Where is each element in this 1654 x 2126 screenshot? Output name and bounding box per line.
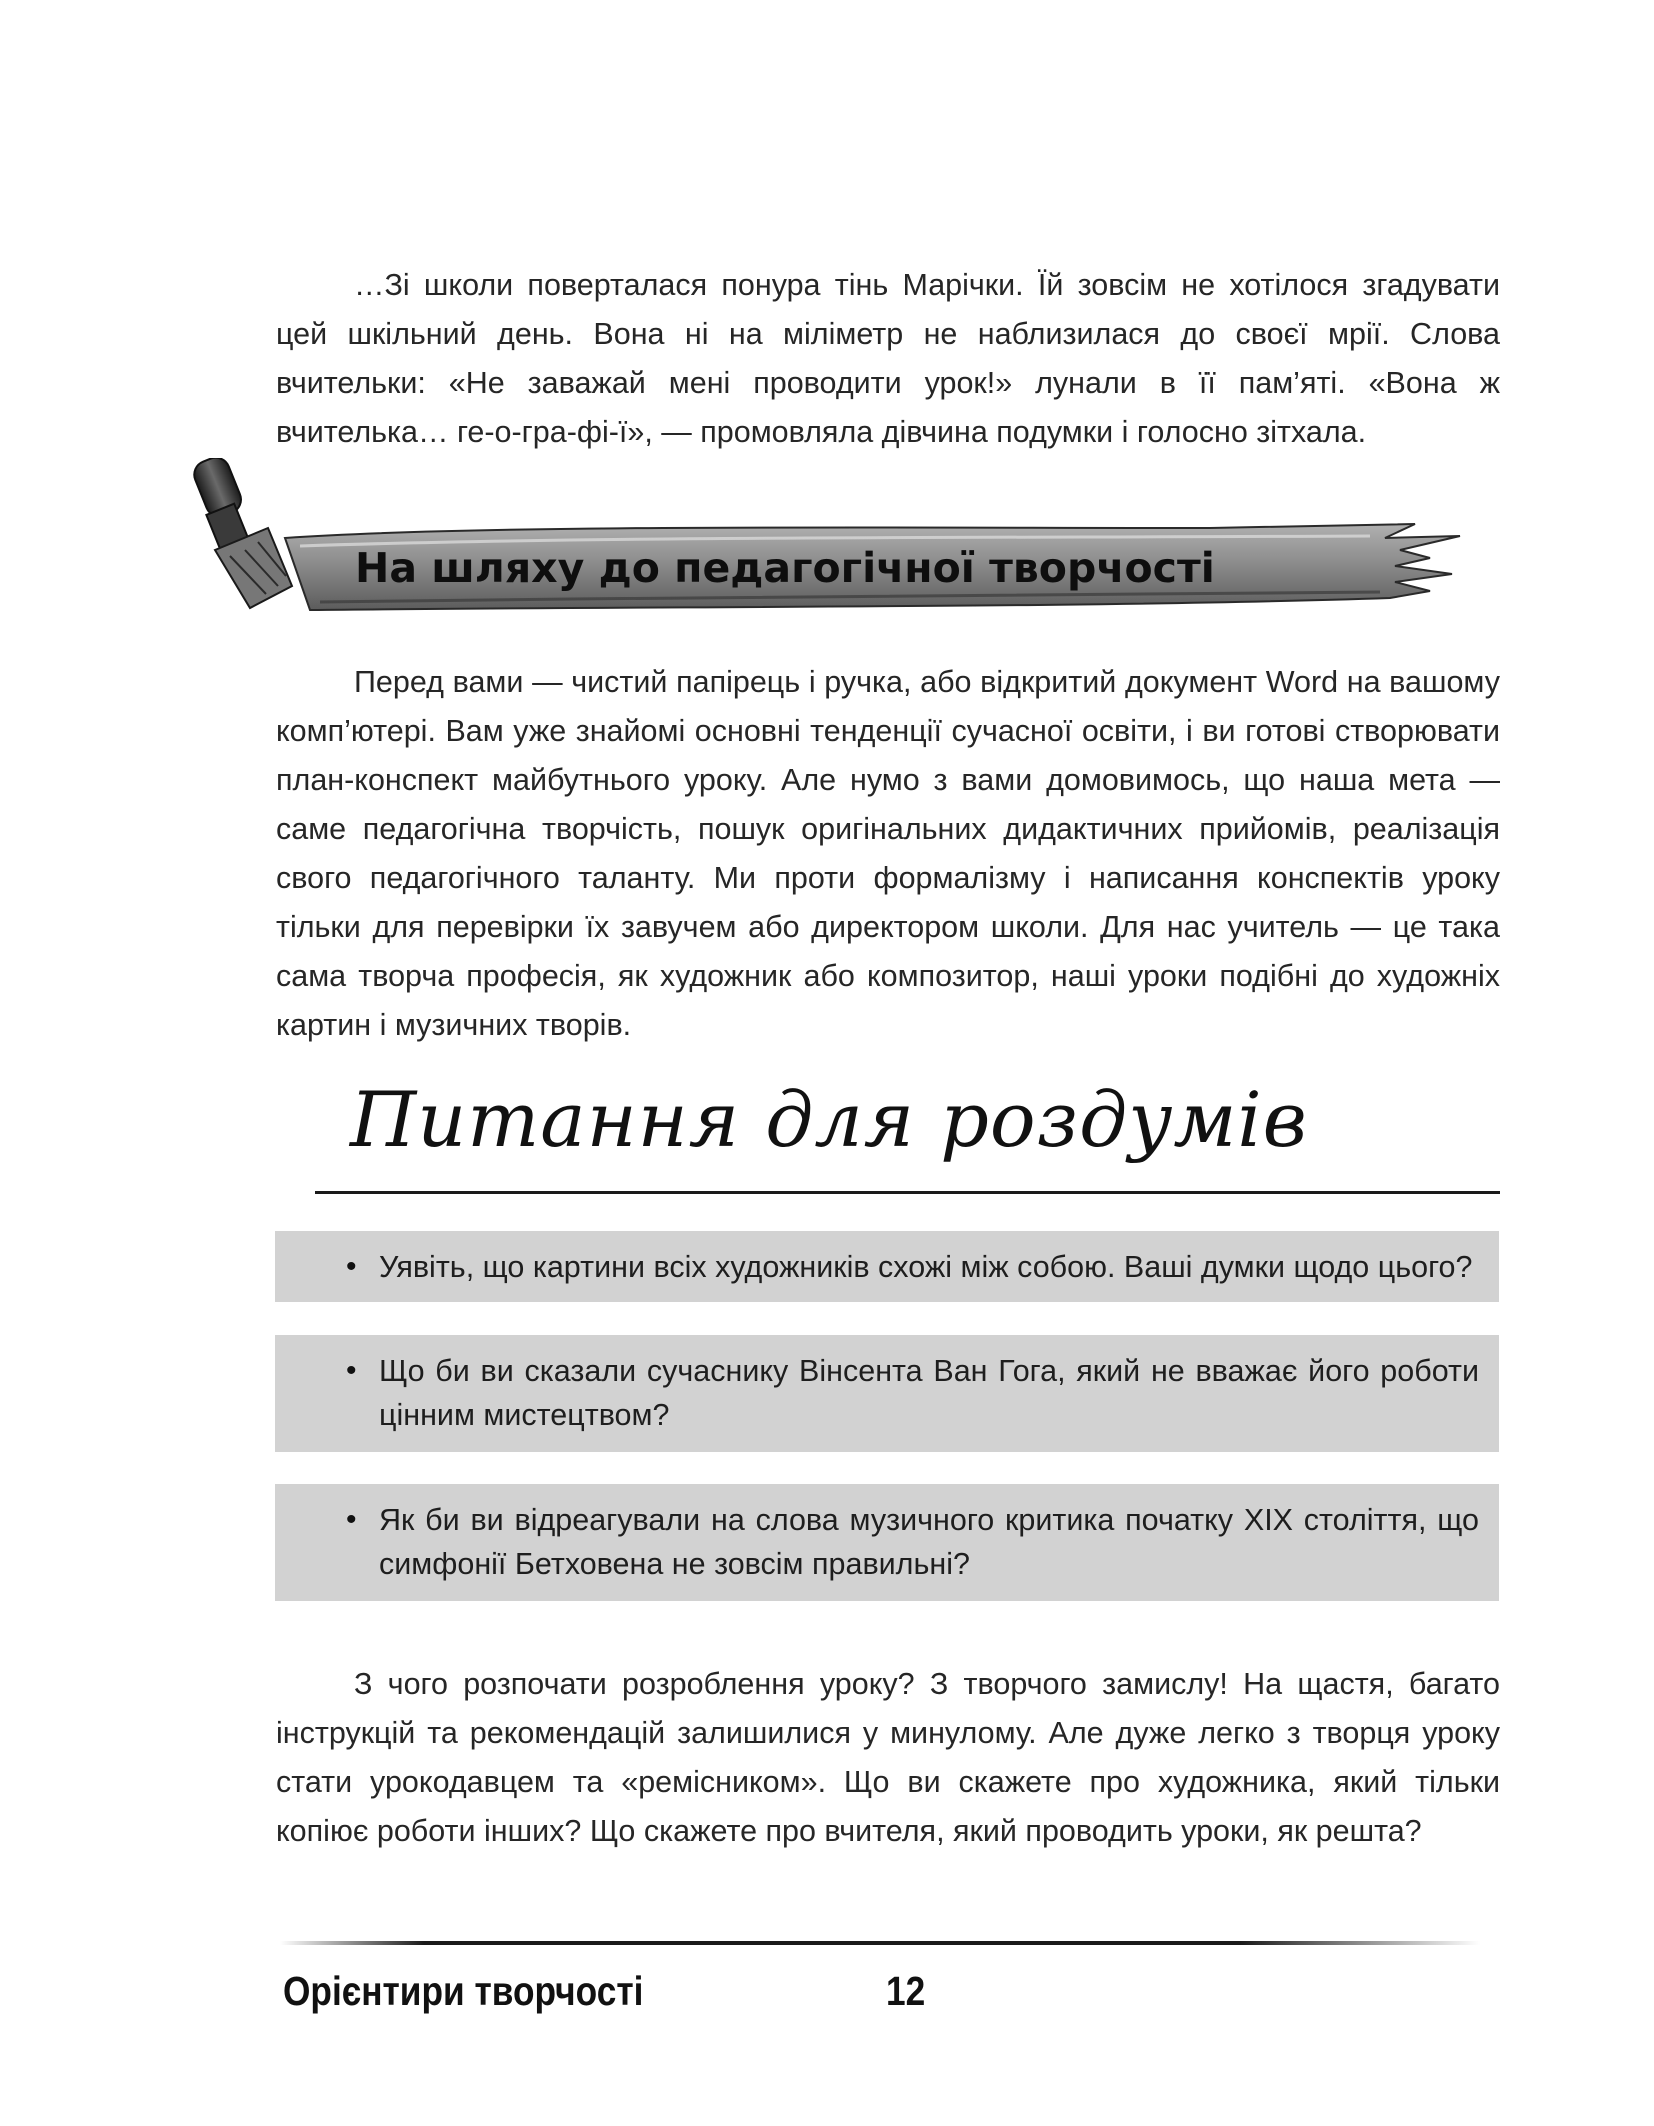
bullet-icon: • <box>346 1354 357 1387</box>
reflection-heading: Питання для роздумів <box>350 1075 1308 1164</box>
bullet-icon: • <box>346 1250 357 1283</box>
intro-paragraph: …Зі школи поверталася понура тінь Марічки. Їй зовсім не хотілося згадувати цей шкільний день. Вона ні на міліметр не наблизилася до своєї мрії. Слова вчительки: «Не заважай мені проводити урок!» лунали в її пам’яті. «Вона ж вчителька… ге-о-гра-фі-ї», — промовляла дівчина подумки і голосно зітхала. <box>276 268 1500 449</box>
heading-underline <box>315 1191 1500 1194</box>
page-number: 12 <box>886 1968 926 2014</box>
question-box <box>275 1335 1499 1452</box>
question-box <box>275 1231 1499 1302</box>
body-paragraph: Перед вами — чистий папірець і ручка, або відкритий документ Word на вашому комп’ютері. Вам уже знайомі основні тенденції сучасної освіти, і ви готові створювати план-конспект майбутнього уроку. Але нумо з вами домовимось, що наша мета — саме педагогічна творчість, пошук оригінальних дидактичних прийомів, реалізація свого педагогічного таланту. Ми проти формалізму і написання конспектів уроку тільки для перевірки їх завучем або директором школи. Для нас учитель — це така сама творча професія, як художник або композитор, наші уроки подібні до художніх картин і музичних творів. <box>276 665 1500 1042</box>
question-text: Що би ви сказали сучаснику Вінсента Ван Гога, який не вважає його роботи цінним мистецтвом? <box>379 1354 1479 1432</box>
footer-title: Орієнтири творчості <box>283 1968 644 2014</box>
closing-paragraph: З чого розпочати розроблення уроку? З творчого замислу! На щастя, багато інструкцій та рекомендацій залишилися у минулому. Але дуже легко з творця уроку стати урокодавцем та «ремісником». Що ви скажете про художника, який тільки копіює роботи інших? Що скажете про вчителя, який проводить уроки, як решта? <box>276 1667 1500 1848</box>
bullet-icon: • <box>346 1503 357 1536</box>
brush-stroke-graphic <box>190 458 1480 628</box>
section-title: На шляху до педагогічної творчості <box>355 544 1215 592</box>
paint-brush-icon <box>190 458 292 608</box>
question-text: Уявіть, що картини всіх художників схожі між собою. Ваші думки щодо цього? <box>379 1250 1473 1284</box>
footer-divider <box>280 1941 1480 1945</box>
question-text: Як би ви відреагували на слова музичного критика початку ХІХ століття, що симфонії Бетховена не зовсім правильні? <box>379 1503 1479 1581</box>
section-banner <box>190 458 1480 628</box>
question-box <box>275 1484 1499 1601</box>
